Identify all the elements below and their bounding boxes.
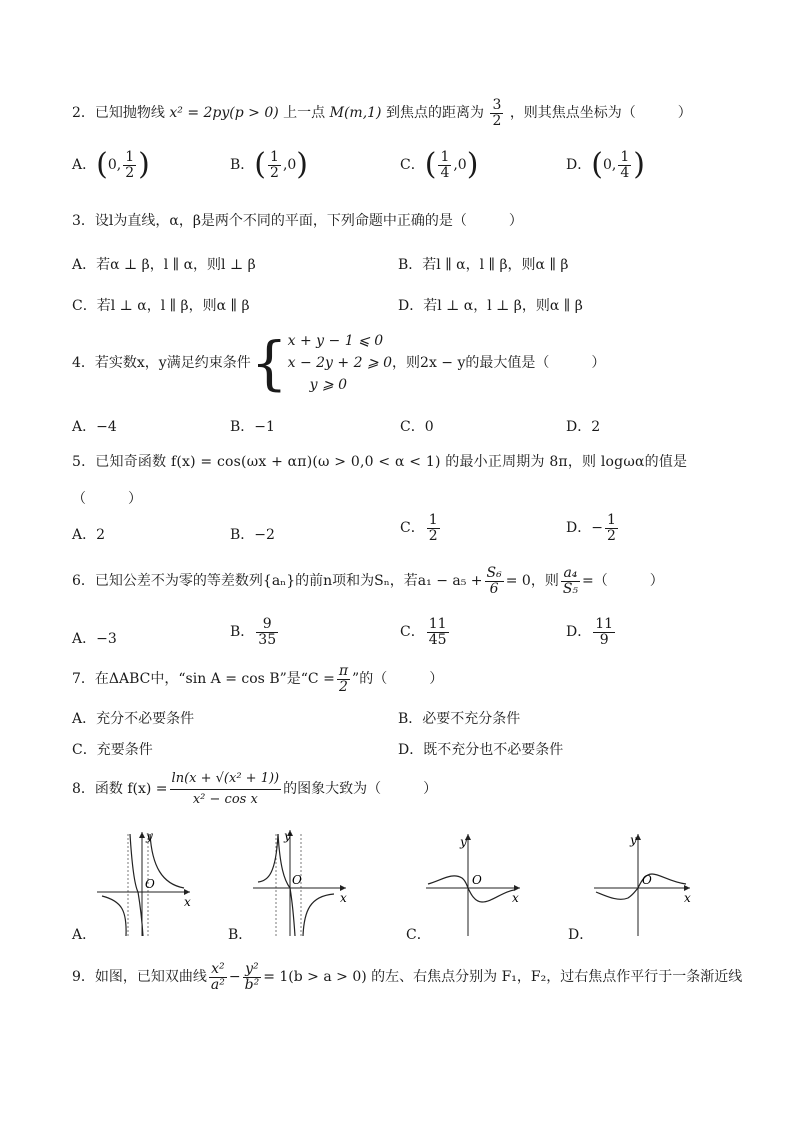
q4-option-b[interactable]: B．−1 <box>230 419 275 435</box>
q5-option-c[interactable]: C． $\frac{1}{2}$ <box>400 512 438 544</box>
q6-option-d[interactable]: D． $\frac{11}{9}$ <box>566 616 614 648</box>
graph-c-x-label: x <box>512 891 519 905</box>
q8-option-d-label[interactable]: D． <box>568 927 594 943</box>
question-8-stem: 8．函数 f(x) = $\frac{\text{ln(x + √(x² + 1))}}{\text{x² − cos x}}$ 的图象大致为（ ） <box>72 771 438 807</box>
question-4-stem: 4．若实数x，y满足约束条件{ x + y − 1 ⩽ 0 x − 2y + 2 ⩾ 0 y ⩾ 0 ，则2x − y的最大值是（ ） <box>72 329 606 397</box>
graph-d-origin: O <box>642 873 652 887</box>
q6-lead: 6．已知公差不为零的等差数列{aₙ}的前n项和为Sₙ，若a₁ − a₅ + <box>72 573 483 590</box>
q5-option-a[interactable]: A．2 <box>72 527 106 543</box>
q7-option-b[interactable]: B．必要不充分条件 <box>398 711 521 727</box>
q8-lead: 8．函数 f(x) = <box>72 781 168 798</box>
graph-b-x-label: x <box>340 891 347 905</box>
q2-equation: x² = 2py(p > 0) <box>169 105 279 122</box>
graph-b-y-label: y <box>284 829 291 843</box>
q7-option-c[interactable]: C．充要条件 <box>72 742 153 758</box>
q2-option-b[interactable]: B．( $\frac{1}{2}$ ,0) <box>230 147 309 183</box>
q8-option-b-label[interactable]: B． <box>228 927 253 943</box>
question-5-stem: 5．已知奇函数 f(x) = cos(ωx + απ)(ω > 0,0 < α < 1) 的最小正周期为 8π，则 logωα的值是 <box>72 454 688 470</box>
q7-lead: 7．在ΔABC中，“sin A = cos B”是“C = <box>72 671 335 688</box>
q3-option-c[interactable]: C．若l ⊥ α，l ∥ β，则α ∥ β <box>72 298 250 314</box>
q4-lead: 4．若实数x，y满足约束条件 <box>72 355 251 371</box>
q9-lead: 9．如图，已知双曲线 <box>72 969 207 986</box>
graph-b-origin: O <box>292 873 302 887</box>
q2-point: M(m,1) <box>329 105 382 122</box>
question-2-stem <box>72 98 692 128</box>
graph-a-svg <box>72 826 202 938</box>
graph-a-x-label: x <box>184 895 191 909</box>
graph-a-y-label: y <box>146 829 153 843</box>
q2-option-d[interactable]: D．(0, $\frac{1}{4}$ ) <box>566 147 645 183</box>
q3-option-d[interactable]: D．若l ⊥ α，l ⊥ β，则α ∥ β <box>398 298 583 314</box>
q2-lead: 2．已知抛物线 <box>72 105 165 122</box>
q6-option-b[interactable]: B． $\frac{9}{35}$ <box>230 616 277 648</box>
graph-d-x-label: x <box>684 891 691 905</box>
q4-option-c[interactable]: C．0 <box>400 419 434 435</box>
q2-distance-fraction: $\frac{3}{2}$ <box>492 97 502 129</box>
graph-c-y-label: y <box>460 835 467 849</box>
q7-option-a[interactable]: A．充分不必要条件 <box>72 711 195 727</box>
q8-option-c-label[interactable]: C． <box>406 927 431 943</box>
q3-option-a[interactable]: A．若α ⊥ β，l ∥ α，则l ⊥ β <box>72 257 256 273</box>
q3-option-b[interactable]: B．若l ∥ α，l ∥ β，则α ∥ β <box>398 257 569 273</box>
graph-c-origin: O <box>472 873 482 887</box>
graph-d-svg <box>590 826 700 938</box>
q5-option-b[interactable]: B．−2 <box>230 527 275 543</box>
q8-option-a-label[interactable]: A． <box>72 927 97 943</box>
q2-option-a[interactable]: A．(0, $\frac{1}{2}$ ) <box>72 147 150 183</box>
q6-option-a[interactable]: A．−3 <box>72 631 117 647</box>
graph-c-svg <box>422 826 532 938</box>
q2-option-c[interactable]: C．( $\frac{1}{4}$ ,0) <box>400 147 479 183</box>
q8-graph-c[interactable] <box>422 826 532 942</box>
q7-option-d[interactable]: D．既不充分也不必要条件 <box>398 742 564 758</box>
question-7-stem: 7．在ΔABC中，“sin A = cos B”是“C = $\frac{\pi}{2}$ ”的（ ） <box>72 663 444 695</box>
q8-graph-d[interactable] <box>590 826 700 942</box>
q5-option-d[interactable]: D．− $\frac{1}{2}$ <box>566 512 616 544</box>
q2-mid2-text: 到焦点的距离为 <box>385 105 484 122</box>
q2-mid-text: 上一点 <box>283 105 326 122</box>
q4-option-a[interactable]: A．−4 <box>72 419 117 435</box>
q4-tail: ，则2x − y的最大值是（ ） <box>392 355 606 371</box>
graph-b-svg <box>228 826 358 938</box>
question-3-stem: 3．设l为直线，α，β是两个不同的平面，下列命题中正确的是（ ） <box>72 213 523 229</box>
q4-constraints: x + y − 1 ⩽ 0 x − 2y + 2 ⩾ 0 y ⩾ 0 <box>287 333 393 393</box>
question-6-stem: 6．已知公差不为零的等差数列{aₙ}的前n项和为Sₙ，若a₁ − a₅ + $\frac{\text{S₆}}{6}$ = 0，则 $\frac{\text{a₄}}{\text{S₅}}$ =（ ） <box>72 565 664 597</box>
question-9-stem: 9．如图，已知双曲线 $\frac{\text{x²}}{\text{a²}}$ − $\frac{\text{y²}}{\text{b²}}$ = 1(b > a > 0) 的左、右焦点分别为 F₁，F₂，过右焦点作平行于一条渐近线 <box>72 961 743 993</box>
graph-d-y-label: y <box>630 833 637 847</box>
q4-option-d[interactable]: D．2 <box>566 419 601 435</box>
q6-option-c[interactable]: C． $\frac{11}{45}$ <box>400 616 447 648</box>
question-5-stem-cont: （ ） <box>72 491 142 507</box>
graph-a-origin: O <box>145 877 155 891</box>
q2-tail-text: ，则其焦点坐标为（ ） <box>509 105 692 122</box>
